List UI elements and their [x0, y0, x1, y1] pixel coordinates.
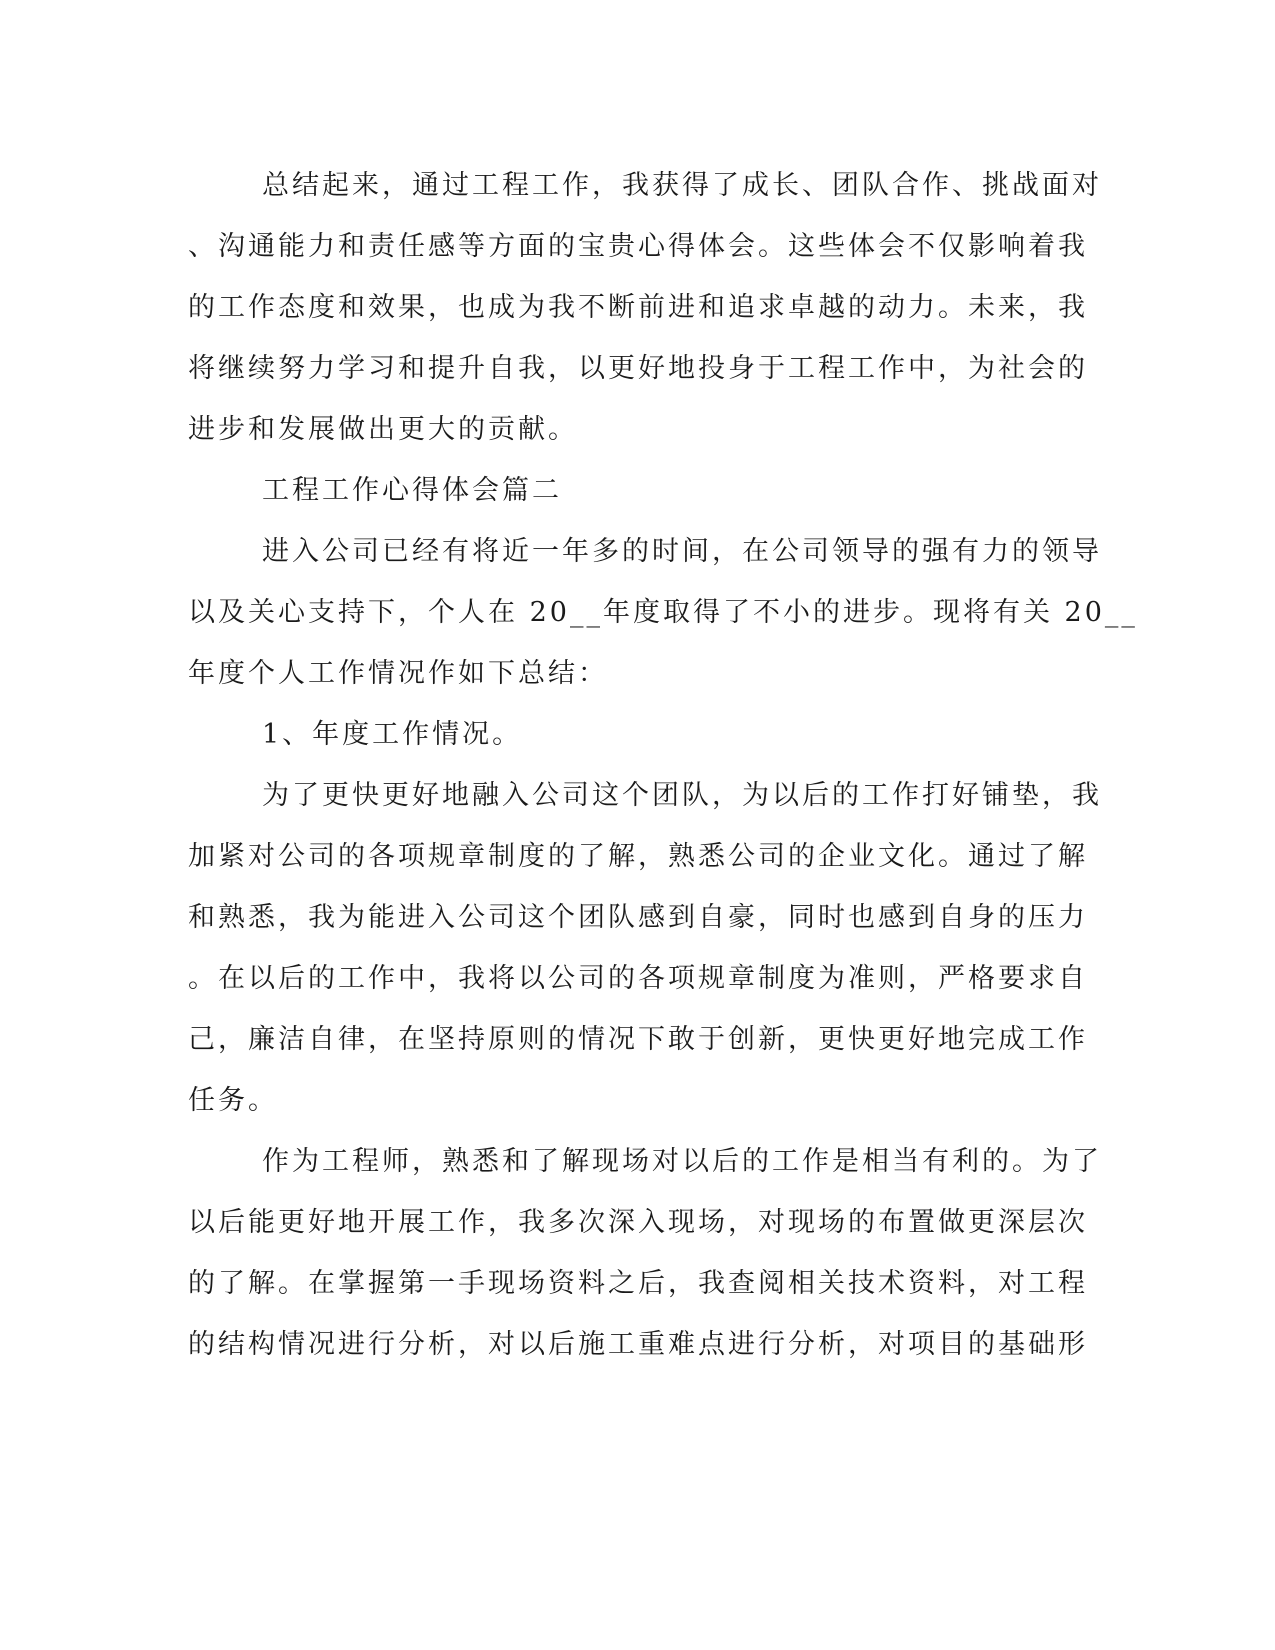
paragraph-line: 为了更快更好地融入公司这个团队，为以后的工作打好铺垫，我 — [262, 780, 1102, 811]
list-item-heading: 1、年度工作情况。 — [262, 719, 523, 750]
paragraph-line: 任务。 — [188, 1085, 278, 1116]
paragraph-line: 进步和发展做出更大的贡献。 — [188, 414, 578, 445]
document-body — [188, 155, 1138, 1375]
paragraph-line: 总结起来，通过工程工作，我获得了成长、团队合作、挑战面对 — [262, 170, 1102, 201]
paragraph-line: 以及关心支持下，个人在 20__年度取得了不小的进步。现将有关 20__ — [188, 597, 1138, 628]
paragraph-line: 。在以后的工作中，我将以公司的各项规章制度为准则，严格要求自 — [188, 963, 1088, 994]
paragraph-line: 将继续努力学习和提升自我，以更好地投身于工程工作中，为社会的 — [188, 353, 1088, 384]
paragraph-line: 年度个人工作情况作如下总结： — [188, 658, 608, 689]
paragraph-line: 、沟通能力和责任感等方面的宝贵心得体会。这些体会不仅影响着我 — [188, 231, 1088, 262]
paragraph-line: 的结构情况进行分析，对以后施工重难点进行分析，对项目的基础形 — [188, 1329, 1088, 1360]
paragraph-line: 的工作态度和效果，也成为我不断前进和追求卓越的动力。未来，我 — [188, 292, 1088, 323]
paragraph-line: 加紧对公司的各项规章制度的了解，熟悉公司的企业文化。通过了解 — [188, 841, 1088, 872]
paragraph-line: 己，廉洁自律，在坚持原则的情况下敢于创新，更快更好地完成工作 — [188, 1024, 1088, 1055]
paragraph-line: 进入公司已经有将近一年多的时间，在公司领导的强有力的领导 — [262, 536, 1102, 567]
paragraph-line: 以后能更好地开展工作，我多次深入现场，对现场的布置做更深层次 — [188, 1207, 1088, 1238]
paragraph-line: 作为工程师，熟悉和了解现场对以后的工作是相当有利的。为了 — [262, 1146, 1102, 1177]
paragraph-line: 的了解。在掌握第一手现场资料之后，我查阅相关技术资料，对工程 — [188, 1268, 1088, 1299]
section-heading: 工程工作心得体会篇二 — [262, 475, 562, 506]
paragraph-line: 和熟悉，我为能进入公司这个团队感到自豪，同时也感到自身的压力 — [188, 902, 1088, 933]
